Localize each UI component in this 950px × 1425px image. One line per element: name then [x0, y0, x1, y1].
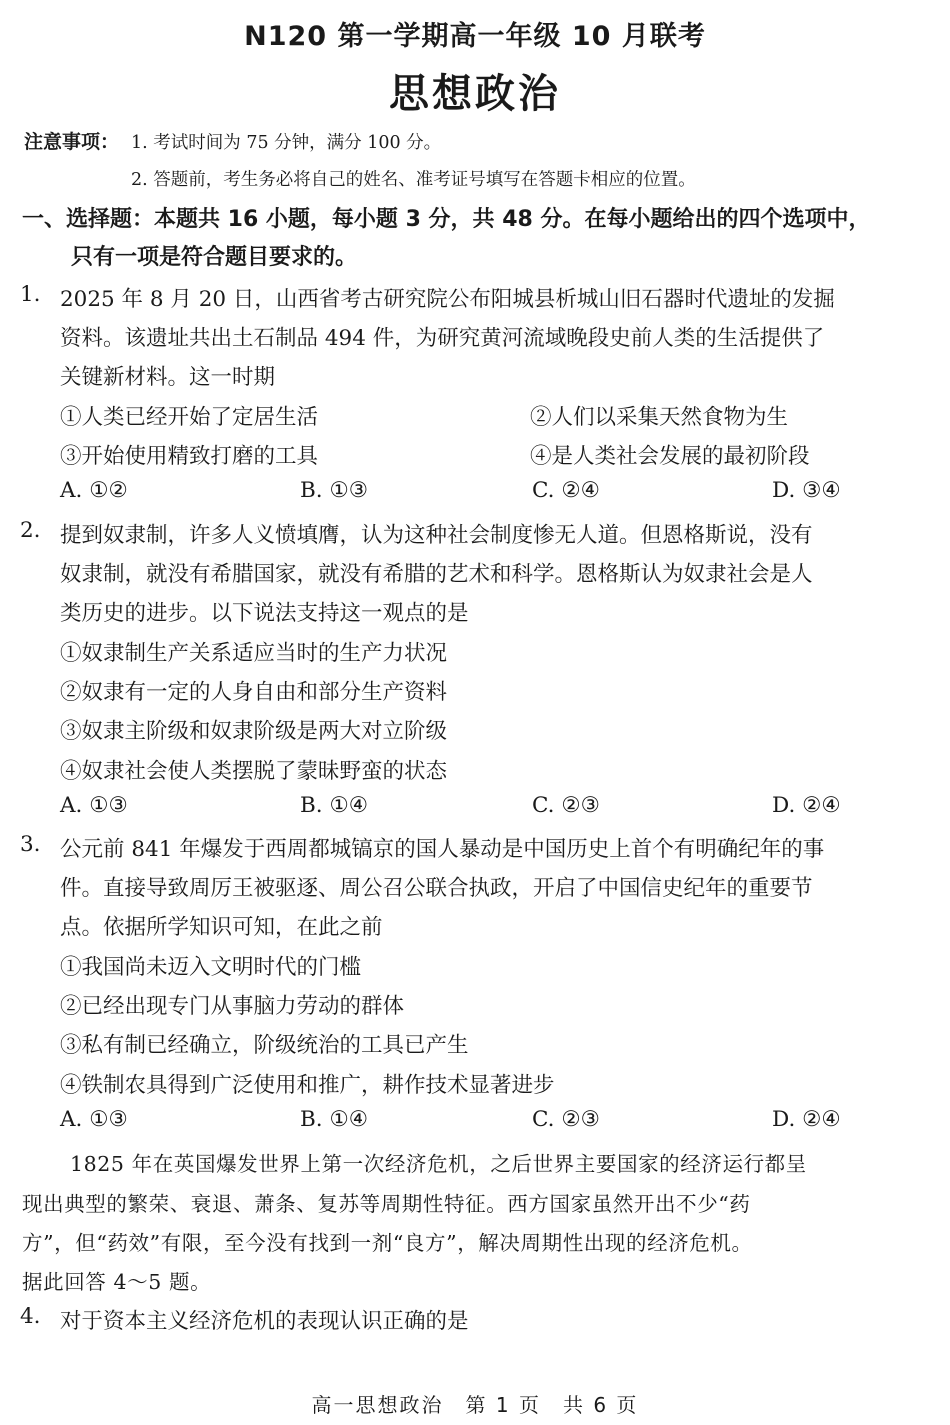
- question-2-stem-line: 类历史的进步。以下说法支持这一观点的是: [60, 601, 469, 626]
- question-3-stem-line: 公元前 841 年爆发于西周都城镐京的国人暴动是中国历史上首个有明确纪年的事: [60, 837, 825, 862]
- question-2-option-a[interactable]: A. ①③: [60, 793, 128, 818]
- question-3-statement: ②已经出现专门从事脑力劳动的群体: [60, 994, 405, 1019]
- question-2-option-d[interactable]: D. ②④: [772, 793, 841, 818]
- question-2-statement: ④奴隶社会使人类摆脱了蒙昧野蛮的状态: [60, 759, 448, 784]
- question-3-option-b[interactable]: B. ①④: [300, 1107, 369, 1132]
- question-4-stem: 对于资本主义经济危机的表现认识正确的是: [60, 1309, 469, 1334]
- question-1-statement: ①人类已经开始了定居生活: [60, 405, 319, 430]
- question-1-statement: ③开始使用精致打磨的工具: [60, 444, 319, 469]
- question-4-number: 4.: [20, 1304, 41, 1329]
- notice-item-2: 2. 答题前，考生务必将自己的姓名、准考证号填写在答题卡相应的位置。: [131, 170, 696, 190]
- material-paragraph-line: 1825 年在英国爆发世界上第一次经济危机，之后世界主要国家的经济运行都呈: [70, 1152, 807, 1176]
- question-3-number: 3.: [20, 832, 41, 857]
- notice-heading: 注意事项：: [24, 131, 120, 153]
- notice-item-1: 1. 考试时间为 75 分钟，满分 100 分。: [131, 133, 442, 153]
- question-2-statement: ③奴隶主阶级和奴隶阶级是两大对立阶级: [60, 719, 448, 744]
- question-3-option-a[interactable]: A. ①③: [60, 1107, 128, 1132]
- question-3-statement: ③私有制已经确立，阶级统治的工具已产生: [60, 1033, 469, 1058]
- question-3-stem-line: 点。依据所学知识可知，在此之前: [60, 915, 383, 940]
- question-1-stem-line: 关键新材料。这一时期: [60, 365, 276, 390]
- question-1-number: 1.: [20, 282, 41, 307]
- question-2-option-b[interactable]: B. ①④: [300, 793, 369, 818]
- question-2-option-c[interactable]: C. ②③: [532, 793, 600, 818]
- question-1-option-c[interactable]: C. ②④: [532, 478, 600, 503]
- question-1-statement: ④是人类社会发展的最初阶段: [530, 444, 810, 469]
- material-paragraph-line: 据此回答 4～5 题。: [22, 1270, 212, 1294]
- question-3-option-c[interactable]: C. ②③: [532, 1107, 600, 1132]
- exam-title: N120 第一学期高一年级 10 月联考: [244, 21, 706, 52]
- question-1-stem-line: 资料。该遗址共出土石制品 494 件，为研究黄河流域晚段史前人类的生活提供了: [60, 326, 825, 351]
- material-paragraph-line: 方”，但“药效”有限，至今没有找到一剂“良方”，解决周期性出现的经济危机。: [22, 1231, 753, 1255]
- question-3-stem-line: 件。直接导致周厉王被驱逐、周公召公联合执政，开启了中国信史纪年的重要节: [60, 876, 813, 901]
- subject-title: 思想政治: [389, 71, 561, 117]
- question-2-stem-line: 提到奴隶制，许多人义愤填膺，认为这种社会制度惨无人道。但恩格斯说，没有: [60, 523, 813, 548]
- question-1-option-b[interactable]: B. ①③: [300, 478, 369, 503]
- material-paragraph-line: 现出典型的繁荣、衰退、萧条、复苏等周期性特征。西方国家虽然开出不少“药: [22, 1192, 751, 1216]
- question-3-statement: ④铁制农具得到广泛使用和推广，耕作技术显著进步: [60, 1073, 555, 1098]
- section-heading-line-1: 一、选择题：本题共 16 小题，每小题 3 分，共 48 分。在每小题给出的四个选项中，: [22, 207, 871, 232]
- question-3-option-d[interactable]: D. ②④: [772, 1107, 841, 1132]
- question-2-stem-line: 奴隶制，就没有希腊国家，就没有希腊的艺术和科学。恩格斯认为奴隶社会是人: [60, 562, 813, 587]
- question-1-option-a[interactable]: A. ①②: [60, 478, 128, 503]
- page-footer: 高一思想政治 第 1 页 共 6 页: [311, 1393, 639, 1417]
- question-2-statement: ①奴隶制生产关系适应当时的生产力状况: [60, 641, 448, 666]
- question-2-number: 2.: [20, 518, 41, 543]
- question-2-statement: ②奴隶有一定的人身自由和部分生产资料: [60, 680, 448, 705]
- question-3-statement: ①我国尚未迈入文明时代的门槛: [60, 955, 362, 980]
- question-1-stem-line: 2025 年 8 月 20 日，山西省考古研究院公布阳城县析城山旧石器时代遗址的发掘: [60, 287, 835, 312]
- section-heading-line-2: 只有一项是符合题目要求的。: [71, 245, 358, 270]
- question-1-statement: ②人们以采集天然食物为生: [530, 405, 789, 430]
- question-1-option-d[interactable]: D. ③④: [772, 478, 841, 503]
